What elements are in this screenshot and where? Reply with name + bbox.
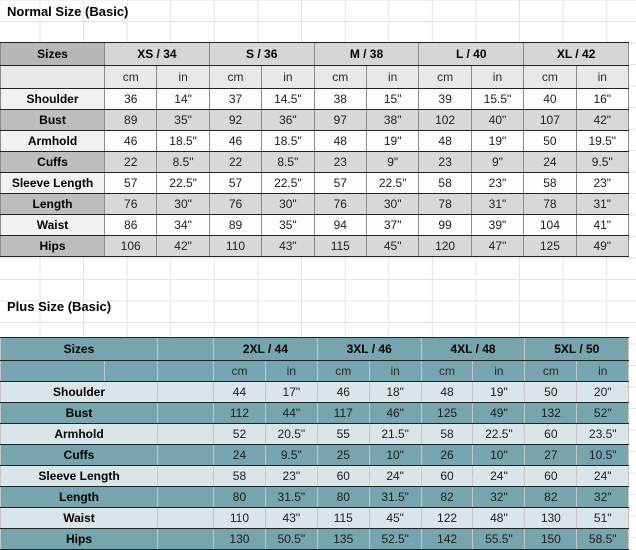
measurement-value-cell: 130 — [214, 529, 266, 550]
measurement-value-cell: 104 — [524, 215, 576, 236]
measurement-value-cell: 99 — [419, 215, 471, 236]
measurement-row — [1, 110, 629, 131]
measurement-value-cell: 23" — [471, 173, 523, 194]
measurement-value-cell: 15.5" — [471, 89, 523, 110]
measurement-label-cell: Length — [1, 487, 158, 508]
unit-header-row — [1, 361, 629, 382]
size-column-header: XS / 34 — [105, 43, 210, 66]
unit-cm-cell: cm — [419, 66, 471, 89]
measurement-row — [1, 236, 629, 257]
measurement-value-cell: 55.5" — [473, 529, 525, 550]
unit-cm-cell: cm — [421, 361, 473, 382]
measurement-value-cell: 60 — [525, 466, 577, 487]
measurement-label-cell: Length — [1, 194, 105, 215]
measurement-value-cell: 36 — [105, 89, 157, 110]
empty-cell — [1, 66, 105, 89]
measurement-value-cell: 24" — [577, 466, 629, 487]
measurement-value-cell: 46 — [105, 131, 157, 152]
measurement-value-cell: 19" — [366, 131, 418, 152]
measurement-row — [1, 508, 629, 529]
empty-cell — [158, 466, 214, 487]
measurement-value-cell: 52 — [214, 424, 266, 445]
measurement-value-cell: 125 — [524, 236, 576, 257]
measurement-row — [1, 194, 629, 215]
measurement-value-cell: 46" — [369, 403, 421, 424]
measurement-value-cell: 44 — [214, 382, 266, 403]
measurement-value-cell: 94 — [314, 215, 366, 236]
plus-size-title: Plus Size (Basic) — [7, 299, 112, 314]
measurement-row — [1, 382, 629, 403]
measurement-value-cell: 48 — [419, 131, 471, 152]
unit-cm-cell: cm — [214, 361, 266, 382]
measurement-label-cell: Shoulder — [1, 382, 158, 403]
measurement-value-cell: 20" — [577, 382, 629, 403]
measurement-value-cell: 27 — [525, 445, 577, 466]
unit-in-cell: in — [262, 66, 314, 89]
measurement-value-cell: 135 — [317, 529, 369, 550]
measurement-value-cell: 19" — [471, 131, 523, 152]
measurement-value-cell: 42" — [576, 110, 628, 131]
measurement-value-cell: 35" — [262, 215, 314, 236]
measurement-value-cell: 60 — [421, 466, 473, 487]
measurement-value-cell: 37 — [209, 89, 261, 110]
unit-in-cell: in — [473, 361, 525, 382]
unit-cm-cell: cm — [314, 66, 366, 89]
measurement-value-cell: 50 — [525, 382, 577, 403]
sizes-header-cell: Sizes — [1, 43, 105, 66]
measurement-value-cell: 10.5" — [577, 445, 629, 466]
measurement-row — [1, 131, 629, 152]
measurement-row — [1, 403, 629, 424]
measurement-value-cell: 50 — [524, 131, 576, 152]
measurement-value-cell: 18.5" — [262, 131, 314, 152]
measurement-value-cell: 31" — [471, 194, 523, 215]
measurement-value-cell: 30" — [366, 194, 418, 215]
measurement-label-cell: Bust — [1, 403, 158, 424]
measurement-value-cell: 38" — [366, 110, 418, 131]
measurement-label-cell: Armhold — [1, 131, 105, 152]
measurement-value-cell: 41" — [576, 215, 628, 236]
measurement-value-cell: 23" — [576, 173, 628, 194]
unit-cm-cell: cm — [524, 66, 576, 89]
measurement-label-cell: Sleeve Length — [1, 173, 105, 194]
measurement-value-cell: 30" — [262, 194, 314, 215]
empty-cell — [158, 508, 214, 529]
measurement-value-cell: 58.5" — [577, 529, 629, 550]
measurement-value-cell: 22.5" — [262, 173, 314, 194]
measurement-value-cell: 39" — [471, 215, 523, 236]
empty-cell — [158, 529, 214, 550]
unit-in-cell: in — [577, 361, 629, 382]
measurement-value-cell: 24" — [369, 466, 421, 487]
measurement-value-cell: 42" — [157, 236, 209, 257]
unit-cm-cell: cm — [317, 361, 369, 382]
measurement-value-cell: 78 — [524, 194, 576, 215]
measurement-value-cell: 37" — [366, 215, 418, 236]
measurement-label-cell: Hips — [1, 529, 158, 550]
measurement-value-cell: 115 — [317, 508, 369, 529]
measurement-value-cell: 22 — [209, 152, 261, 173]
measurement-row — [1, 445, 629, 466]
measurement-value-cell: 102 — [419, 110, 471, 131]
measurement-value-cell: 48 — [314, 131, 366, 152]
measurement-value-cell: 125 — [421, 403, 473, 424]
unit-in-cell: in — [369, 361, 421, 382]
empty-cell — [158, 445, 214, 466]
measurement-value-cell: 76 — [314, 194, 366, 215]
size-column-header: XL / 42 — [524, 43, 629, 66]
measurement-value-cell: 23.5" — [577, 424, 629, 445]
normal-size-table — [0, 42, 629, 257]
empty-cell — [158, 403, 214, 424]
measurement-value-cell: 92 — [209, 110, 261, 131]
measurement-value-cell: 58 — [214, 466, 266, 487]
measurement-value-cell: 31" — [576, 194, 628, 215]
measurement-value-cell: 45" — [366, 236, 418, 257]
measurement-value-cell: 60 — [317, 466, 369, 487]
measurement-value-cell: 58 — [419, 173, 471, 194]
measurement-value-cell: 46 — [317, 382, 369, 403]
measurement-value-cell: 106 — [105, 236, 157, 257]
measurement-value-cell: 16" — [576, 89, 628, 110]
measurement-value-cell: 76 — [105, 194, 157, 215]
size-column-header: 2XL / 44 — [214, 338, 318, 361]
measurement-value-cell: 31.5" — [369, 487, 421, 508]
measurement-value-cell: 107 — [524, 110, 576, 131]
plus-size-table — [0, 337, 629, 550]
measurement-value-cell: 30" — [157, 194, 209, 215]
measurement-value-cell: 89 — [105, 110, 157, 131]
measurement-value-cell: 25 — [317, 445, 369, 466]
measurement-label-cell: Waist — [1, 215, 105, 236]
measurement-value-cell: 24 — [524, 152, 576, 173]
measurement-value-cell: 36" — [262, 110, 314, 131]
measurement-value-cell: 82 — [421, 487, 473, 508]
measurement-value-cell: 142 — [421, 529, 473, 550]
measurement-value-cell: 38 — [314, 89, 366, 110]
measurement-value-cell: 39 — [419, 89, 471, 110]
unit-in-cell: in — [366, 66, 418, 89]
measurement-value-cell: 97 — [314, 110, 366, 131]
measurement-value-cell: 49" — [473, 403, 525, 424]
empty-cell — [158, 424, 214, 445]
measurement-value-cell: 89 — [209, 215, 261, 236]
size-column-header: M / 38 — [314, 43, 419, 66]
measurement-value-cell: 117 — [317, 403, 369, 424]
measurement-row — [1, 529, 629, 550]
sizes-header-cell: Sizes — [1, 338, 158, 361]
measurement-value-cell: 47" — [471, 236, 523, 257]
measurement-value-cell: 43" — [262, 236, 314, 257]
measurement-value-cell: 44" — [265, 403, 317, 424]
measurement-value-cell: 51" — [577, 508, 629, 529]
measurement-value-cell: 24 — [214, 445, 266, 466]
measurement-value-cell: 112 — [214, 403, 266, 424]
size-header-row — [1, 43, 629, 66]
empty-cell — [158, 487, 214, 508]
unit-in-cell: in — [157, 66, 209, 89]
measurement-value-cell: 150 — [525, 529, 577, 550]
empty-cell — [158, 338, 214, 361]
measurement-label-cell: Hips — [1, 236, 105, 257]
unit-in-cell: in — [265, 361, 317, 382]
measurement-label-cell: Armhold — [1, 424, 158, 445]
measurement-value-cell: 9" — [471, 152, 523, 173]
measurement-value-cell: 34" — [157, 215, 209, 236]
measurement-label-cell: Shoulder — [1, 89, 105, 110]
measurement-value-cell: 58 — [421, 424, 473, 445]
measurement-value-cell: 22 — [105, 152, 157, 173]
measurement-value-cell: 21.5" — [369, 424, 421, 445]
measurement-row — [1, 466, 629, 487]
measurement-value-cell: 57 — [314, 173, 366, 194]
measurement-value-cell: 23 — [314, 152, 366, 173]
measurement-value-cell: 26 — [421, 445, 473, 466]
measurement-value-cell: 110 — [209, 236, 261, 257]
measurement-value-cell: 10" — [473, 445, 525, 466]
measurement-value-cell: 8.5" — [262, 152, 314, 173]
unit-in-cell: in — [576, 66, 628, 89]
measurement-value-cell: 60 — [525, 424, 577, 445]
measurement-value-cell: 22.5" — [366, 173, 418, 194]
measurement-value-cell: 22.5" — [473, 424, 525, 445]
empty-cell — [158, 361, 214, 382]
measurement-row — [1, 215, 629, 236]
measurement-value-cell: 32" — [473, 487, 525, 508]
measurement-value-cell: 19" — [473, 382, 525, 403]
measurement-value-cell: 122 — [421, 508, 473, 529]
measurement-row — [1, 487, 629, 508]
measurement-value-cell: 31.5" — [265, 487, 317, 508]
measurement-value-cell: 115 — [314, 236, 366, 257]
measurement-value-cell: 132 — [525, 403, 577, 424]
measurement-label-cell: Sleeve Length — [1, 466, 158, 487]
measurement-value-cell: 78 — [419, 194, 471, 215]
measurement-value-cell: 15" — [366, 89, 418, 110]
size-column-header: S / 36 — [209, 43, 314, 66]
measurement-value-cell: 120 — [419, 236, 471, 257]
measurement-value-cell: 17" — [265, 382, 317, 403]
measurement-row — [1, 89, 629, 110]
measurement-value-cell: 14" — [157, 89, 209, 110]
size-column-header: L / 40 — [419, 43, 524, 66]
measurement-value-cell: 80 — [214, 487, 266, 508]
measurement-value-cell: 23" — [265, 466, 317, 487]
empty-cell — [105, 361, 158, 382]
unit-cm-cell: cm — [525, 361, 577, 382]
measurement-value-cell: 76 — [209, 194, 261, 215]
measurement-value-cell: 18" — [369, 382, 421, 403]
size-column-header: 3XL / 46 — [317, 338, 421, 361]
measurement-value-cell: 24" — [473, 466, 525, 487]
measurement-value-cell: 130 — [525, 508, 577, 529]
measurement-value-cell: 18.5" — [157, 131, 209, 152]
measurement-label-cell: Cuffs — [1, 152, 105, 173]
measurement-row — [1, 173, 629, 194]
measurement-value-cell: 48" — [473, 508, 525, 529]
measurement-value-cell: 80 — [317, 487, 369, 508]
measurement-label-cell: Bust — [1, 110, 105, 131]
measurement-value-cell: 23 — [419, 152, 471, 173]
measurement-value-cell: 48 — [421, 382, 473, 403]
measurement-value-cell: 9" — [366, 152, 418, 173]
measurement-value-cell: 52.5" — [369, 529, 421, 550]
measurement-value-cell: 49" — [576, 236, 628, 257]
size-header-row — [1, 338, 629, 361]
empty-cell — [1, 361, 105, 382]
measurement-value-cell: 57 — [105, 173, 157, 194]
measurement-value-cell: 58 — [524, 173, 576, 194]
unit-in-cell: in — [471, 66, 523, 89]
measurement-value-cell: 43" — [265, 508, 317, 529]
measurement-value-cell: 19.5" — [576, 131, 628, 152]
measurement-value-cell: 50.5" — [265, 529, 317, 550]
measurement-value-cell: 20.5" — [265, 424, 317, 445]
size-column-header: 4XL / 48 — [421, 338, 525, 361]
unit-cm-cell: cm — [105, 66, 157, 89]
measurement-value-cell: 45" — [369, 508, 421, 529]
measurement-label-cell: Waist — [1, 508, 158, 529]
measurement-value-cell: 52" — [577, 403, 629, 424]
empty-cell — [158, 382, 214, 403]
measurement-value-cell: 40 — [524, 89, 576, 110]
measurement-value-cell: 40" — [471, 110, 523, 131]
measurement-value-cell: 35" — [157, 110, 209, 131]
measurement-value-cell: 46 — [209, 131, 261, 152]
measurement-label-cell: Cuffs — [1, 445, 158, 466]
measurement-value-cell: 8.5" — [157, 152, 209, 173]
measurement-value-cell: 9.5" — [576, 152, 628, 173]
measurement-value-cell: 55 — [317, 424, 369, 445]
measurement-value-cell: 10" — [369, 445, 421, 466]
measurement-value-cell: 9.5" — [265, 445, 317, 466]
measurement-value-cell: 14.5" — [262, 89, 314, 110]
measurement-value-cell: 82 — [525, 487, 577, 508]
measurement-value-cell: 22.5" — [157, 173, 209, 194]
measurement-value-cell: 86 — [105, 215, 157, 236]
unit-cm-cell: cm — [209, 66, 261, 89]
size-column-header: 5XL / 50 — [525, 338, 629, 361]
measurement-value-cell: 110 — [214, 508, 266, 529]
unit-header-row — [1, 66, 629, 89]
measurement-value-cell: 32" — [577, 487, 629, 508]
measurement-value-cell: 57 — [209, 173, 261, 194]
measurement-row — [1, 152, 629, 173]
measurement-row — [1, 424, 629, 445]
normal-size-title: Normal Size (Basic) — [7, 4, 129, 19]
